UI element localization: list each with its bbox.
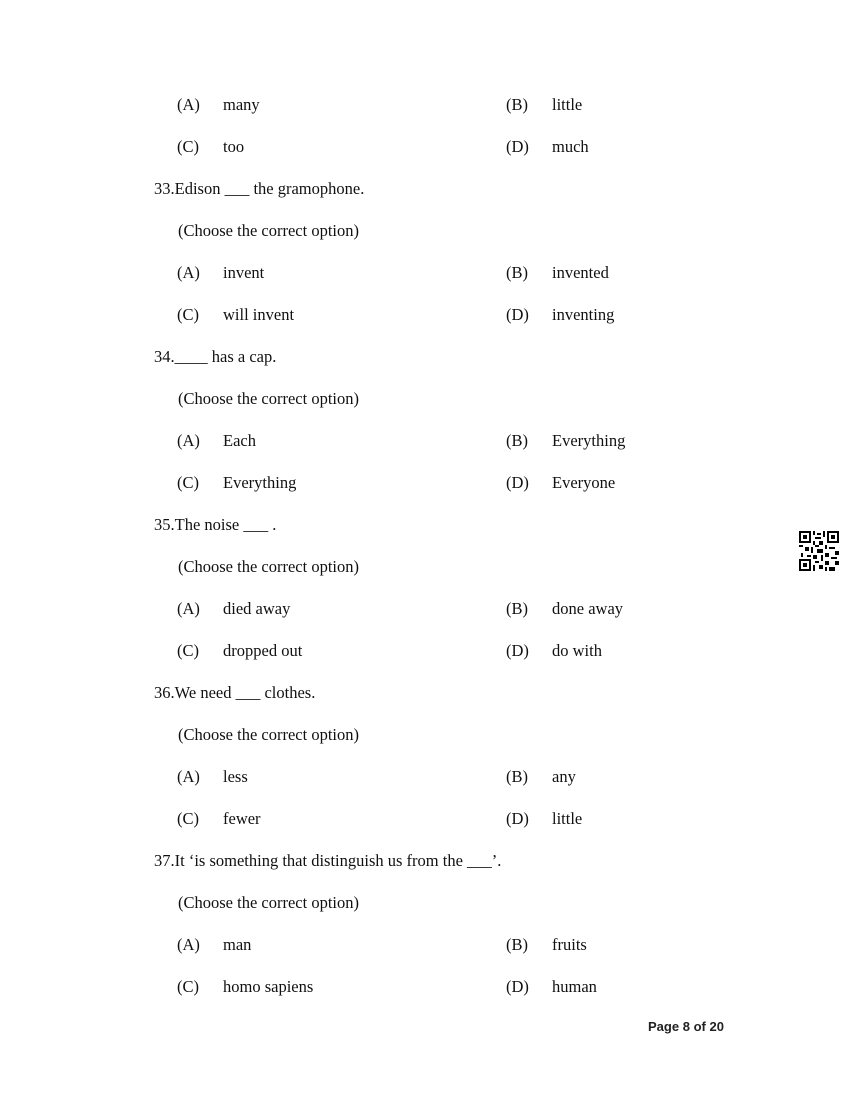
option-text-c: fewer xyxy=(223,809,261,828)
option-letter-c: (C) xyxy=(177,473,199,492)
option-letter-b: (B) xyxy=(506,599,528,618)
option-text-c: dropped out xyxy=(223,641,303,660)
option-letter-d: (D) xyxy=(506,977,529,996)
option-letter-b: (B) xyxy=(506,935,528,954)
option-text-b: Everything xyxy=(552,431,626,450)
option-letter-d: (D) xyxy=(506,137,529,156)
option-row xyxy=(0,641,850,665)
question-35-stem: 35.The noise ___ . xyxy=(154,515,277,534)
question-34-stem: 34.____ has a cap. xyxy=(154,347,277,366)
option-letter-b: (B) xyxy=(506,431,528,450)
option-text-b: little xyxy=(552,95,583,114)
option-text-a: invent xyxy=(223,263,265,282)
option-text-d: do with xyxy=(552,641,602,660)
option-letter-d: (D) xyxy=(506,809,529,828)
question-37-instruction: (Choose the correct option) xyxy=(178,893,359,912)
option-letter-d: (D) xyxy=(506,641,529,660)
option-letter-b: (B) xyxy=(506,263,528,282)
option-letter-a: (A) xyxy=(177,599,200,618)
option-letter-a: (A) xyxy=(177,935,200,954)
page-current: 8 xyxy=(682,1019,690,1034)
option-row xyxy=(0,977,850,1001)
option-letter-c: (C) xyxy=(177,641,199,660)
question-33-instruction: (Choose the correct option) xyxy=(178,221,359,240)
option-text-d: human xyxy=(552,977,597,996)
option-text-c: homo sapiens xyxy=(223,977,314,996)
option-text-a: less xyxy=(223,767,248,786)
question-35-instruction: (Choose the correct option) xyxy=(178,557,359,576)
question-33-stem: 33.Edison ___ the gramophone. xyxy=(154,179,365,198)
option-letter-c: (C) xyxy=(177,977,199,996)
option-text-d: inventing xyxy=(552,305,615,324)
option-row xyxy=(0,935,850,959)
option-text-d: much xyxy=(552,137,589,156)
option-letter-a: (A) xyxy=(177,431,200,450)
option-letter-c: (C) xyxy=(177,809,199,828)
option-text-c: too xyxy=(223,137,245,156)
option-letter-b: (B) xyxy=(506,95,528,114)
option-text-c: Everything xyxy=(223,473,297,492)
option-text-a: man xyxy=(223,935,252,954)
option-letter-a: (A) xyxy=(177,767,200,786)
option-row xyxy=(0,767,850,791)
question-37-stem: 37.It ‘is something that distinguish us from the ___’. xyxy=(154,851,502,870)
option-row xyxy=(0,809,850,833)
option-row xyxy=(0,599,850,623)
option-letter-c: (C) xyxy=(177,137,199,156)
option-text-b: invented xyxy=(552,263,609,282)
option-text-c: will invent xyxy=(223,305,295,324)
option-row xyxy=(0,305,850,329)
option-letter-a: (A) xyxy=(177,95,200,114)
option-row xyxy=(0,263,850,287)
option-text-b: done away xyxy=(552,599,624,618)
page-of-label: of xyxy=(693,1019,706,1034)
option-row xyxy=(0,137,850,161)
option-text-a: many xyxy=(223,95,260,114)
option-row xyxy=(0,95,850,119)
option-row xyxy=(0,431,850,455)
option-text-b: fruits xyxy=(552,935,587,954)
option-letter-d: (D) xyxy=(506,473,529,492)
page-number xyxy=(648,1019,724,1034)
option-text-a: Each xyxy=(223,431,256,450)
qr-code-icon xyxy=(799,531,839,571)
option-text-d: Everyone xyxy=(552,473,616,492)
option-row xyxy=(0,473,850,497)
option-text-d: little xyxy=(552,809,583,828)
option-text-b: any xyxy=(552,767,576,786)
page-total: 20 xyxy=(709,1019,724,1034)
option-letter-c: (C) xyxy=(177,305,199,324)
option-letter-a: (A) xyxy=(177,263,200,282)
question-36-stem: 36.We need ___ clothes. xyxy=(154,683,316,702)
option-letter-b: (B) xyxy=(506,767,528,786)
option-text-a: died away xyxy=(223,599,291,618)
page-prefix: Page xyxy=(648,1019,680,1034)
question-34-instruction: (Choose the correct option) xyxy=(178,389,359,408)
option-letter-d: (D) xyxy=(506,305,529,324)
question-36-instruction: (Choose the correct option) xyxy=(178,725,359,744)
